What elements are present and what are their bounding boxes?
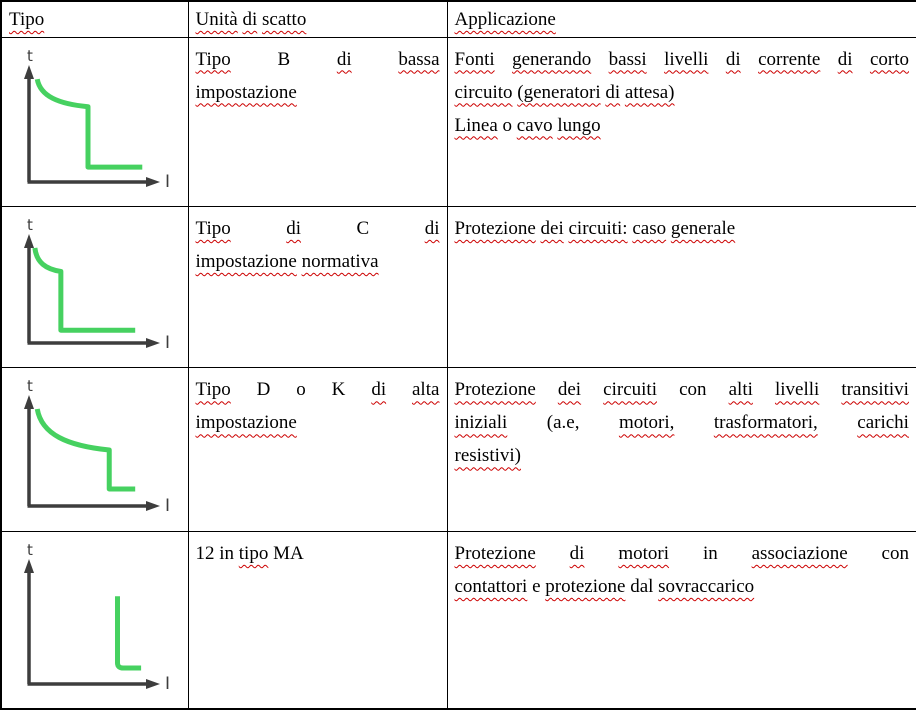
misspelled-word: normativa [301,251,379,272]
text-line [455,109,910,142]
y-axis-arrow [24,234,34,248]
misspelled-word: dei [540,218,564,239]
header-cell-tipo [1,1,188,37]
i-axis-label: I [165,673,171,694]
x-axis-arrow [146,501,160,511]
word: con [881,542,909,564]
unita-di-scatto-cell [188,37,447,207]
word: e [532,575,541,597]
unita-di-scatto-cell [188,368,447,531]
word: in [702,542,718,564]
applicazione-cell [447,368,916,531]
misspelled-word: di [605,81,621,103]
word: in [219,542,235,564]
i-axis-label: I [165,171,171,192]
y-axis-arrow [24,559,34,573]
misspelled-word: di [569,542,585,564]
misspelled-word: Applicazione [454,9,556,30]
table-row [1,207,916,368]
t-axis-label: t [27,540,33,559]
trip-curve-path [37,409,135,489]
misspelled-word: generale [670,218,736,239]
misspelled-word: di [242,9,258,30]
word: D [256,379,271,401]
misspelled-word: Tipo [195,218,231,239]
misspelled-word: di [371,379,387,401]
misspelled-word: Protezione [454,379,536,401]
misspelled-word: trasformatori, [713,412,818,434]
trip-curve-tipo-d-k-icon [2,368,187,528]
misspelled-word: di [336,48,352,70]
t-axis-label: t [27,46,33,65]
misspelled-word: contattori [454,575,528,597]
misspelled-word: Linea [454,114,498,136]
misspelled-word: motori, [618,412,675,434]
misspelled-word: caso [632,218,667,239]
text-line [455,76,910,109]
misspelled-word: Tipo [9,9,45,30]
trip-curve-tipo-ma-icon [2,532,187,706]
misspelled-word: circuiti: [568,218,628,239]
misspelled-word: Unità [195,9,238,30]
tipo-cell [1,531,188,709]
misspelled-word: cavo [516,114,553,136]
text-line [455,373,910,406]
misspelled-word: scatto [262,9,307,30]
misspelled-word: motori [618,542,670,564]
applicazione-cell [447,37,916,207]
misspelled-word: livelli [774,379,820,401]
misspelled-word: iniziali [454,412,508,434]
i-axis-label: I [165,496,171,517]
tipo-cell [1,37,188,207]
misspelled-word: tipo [238,542,269,564]
trip-curve-tipo-b-icon [2,38,187,204]
table-row [1,531,916,709]
x-axis-arrow [146,338,160,348]
word: B [277,48,291,70]
word: o [296,379,306,401]
table-row [1,37,916,207]
misspelled-word: Tipo [195,48,231,70]
misspelled-word: lungo [557,114,601,136]
y-axis-arrow [24,395,34,409]
text-line [196,212,440,245]
misspelled-word: circuito [454,81,513,103]
x-axis-arrow [146,679,160,689]
word: K [331,379,346,401]
misspelled-word: protezione [545,575,626,597]
misspelled-word: di [286,218,301,239]
t-axis-label: t [27,377,33,396]
misspelled-word: alti [728,379,753,401]
header-cell-applicazione [447,1,916,37]
text-line [455,570,910,603]
misspelled-word: transitivi [841,379,909,401]
y-axis-arrow [24,65,34,79]
text-line [455,212,910,245]
text-line [9,3,181,36]
word: o [502,114,513,136]
misspelled-word: alta [412,379,440,401]
misspelled-word: impostazione [195,81,297,103]
misspelled-word: resistivi) [454,445,521,467]
misspelled-word: sovraccarico [658,575,755,597]
word: dal [630,575,654,597]
trip-curve-tipo-c-icon [2,207,187,365]
text-line [196,406,440,439]
table-row [1,368,916,531]
misspelled-word: corrente [758,48,821,70]
text-line [196,537,440,570]
misspelled-word: Tipo [195,379,231,401]
misspelled-word: di [424,218,440,239]
trip-curve-path [37,79,142,167]
text-line [455,406,910,439]
word: con [679,379,707,401]
trip-curve-path [118,596,142,668]
misspelled-word: attesa) [624,81,675,103]
misspelled-word: Fonti [454,48,495,70]
text-line [196,373,440,406]
misspelled-word: di [837,48,853,70]
word: (a.e, [546,412,580,434]
misspelled-word: Protezione [454,542,536,564]
text-line [196,245,440,278]
text-line [455,3,910,36]
word: 12 [195,542,215,564]
misspelled-word: carichi [857,412,909,434]
misspelled-word: corto [869,48,909,70]
word: C [356,218,370,239]
misspelled-word: impostazione [195,412,297,434]
misspelled-word: bassi [608,48,647,70]
misspelled-word: (generatori [517,81,601,103]
text-line [455,43,910,76]
word: MA [273,542,304,564]
applicazione-cell [447,207,916,368]
text-line [455,537,910,570]
header-row [1,1,916,37]
applicazione-cell [447,531,916,709]
text-line [455,439,910,472]
misspelled-word: dei [557,379,582,401]
misspelled-word: circuiti [603,379,657,401]
tipo-cell [1,368,188,531]
text-line [196,76,440,109]
i-axis-label: I [165,333,171,353]
unita-di-scatto-cell [188,207,447,368]
misspelled-word: impostazione [195,251,297,272]
misspelled-word: di [725,48,741,70]
misspelled-word: associazione [751,542,848,564]
trip-curve-path [35,248,135,330]
text-line [196,43,440,76]
x-axis-arrow [146,177,160,187]
unita-di-scatto-cell [188,531,447,709]
tipo-cell [1,207,188,368]
header-cell-unita-di-scatto [188,1,447,37]
misspelled-word: generando [512,48,592,70]
misspelled-word: livelli [664,48,709,70]
misspelled-word: bassa [398,48,440,70]
misspelled-word: Protezione [454,218,536,239]
t-axis-label: t [27,216,33,234]
text-line [196,3,440,36]
